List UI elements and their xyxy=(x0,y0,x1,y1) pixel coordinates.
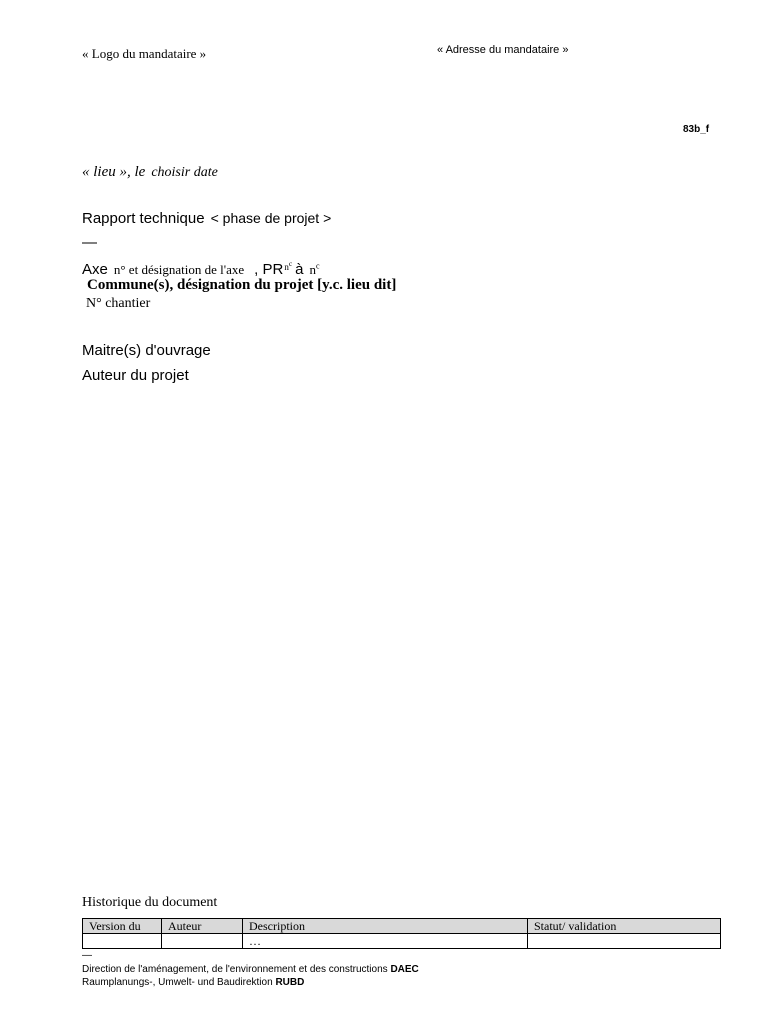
date-picker-field[interactable]: choisir date xyxy=(151,165,218,180)
report-title-line xyxy=(82,210,331,227)
project-phase-field[interactable]: < phase de projet > xyxy=(210,210,332,226)
owner-label: Maitre(s) d'ouvrage xyxy=(82,342,211,359)
footer-dept-fr: Direction de l'aménagement, de l'environnement et des constructions xyxy=(82,964,388,975)
footer-abbr-de: RUBD xyxy=(275,977,305,988)
axe-label: Axe xyxy=(82,261,108,278)
axe-line xyxy=(82,259,320,278)
logo-placeholder: « Logo du mandataire » xyxy=(82,46,207,61)
history-table xyxy=(82,918,721,949)
axe-designation-field[interactable]: n° et désignation de l'axe xyxy=(113,262,245,277)
column-header-status: Statut/ validation xyxy=(528,919,721,934)
cell-description[interactable]: … xyxy=(243,934,528,949)
address-placeholder: « Adresse du mandataire » xyxy=(437,44,569,56)
column-header-author: Auteur xyxy=(162,919,243,934)
history-title: Historique du document xyxy=(82,895,218,910)
pr-label: , PR xyxy=(254,261,284,278)
author-label: Auteur du projet xyxy=(82,367,189,384)
report-title: Rapport technique xyxy=(82,210,205,227)
pr-end-field[interactable]: $n^c$ xyxy=(309,261,320,277)
column-header-version: Version du xyxy=(83,919,162,934)
cell-author[interactable] xyxy=(162,934,243,949)
table-row xyxy=(83,934,721,949)
pr-to-label: à xyxy=(295,261,304,278)
place-date-line xyxy=(82,164,218,181)
chantier-number-field[interactable]: N° chantier xyxy=(86,296,151,311)
pr-start-field[interactable]: nc xyxy=(284,259,293,272)
column-header-description: Description xyxy=(243,919,528,934)
footer-dept-de: Raumplanungs-, Umwelt- und Baudirektion xyxy=(82,977,273,988)
cell-status[interactable] xyxy=(528,934,721,949)
document-reference: 83b_f xyxy=(683,124,710,135)
footer-line-fr xyxy=(82,964,419,975)
cell-version[interactable] xyxy=(83,934,162,949)
place-placeholder: « lieu », le xyxy=(82,164,146,180)
title-dash: — xyxy=(82,234,97,251)
footer-dash: — xyxy=(82,950,92,961)
footer-line-de xyxy=(82,977,304,988)
history-header-row xyxy=(83,919,721,934)
footer-abbr-fr: DAEC xyxy=(390,964,419,975)
commune-project-field[interactable]: Commune(s), désignation du projet [y.c. lieu dit] xyxy=(87,277,397,293)
